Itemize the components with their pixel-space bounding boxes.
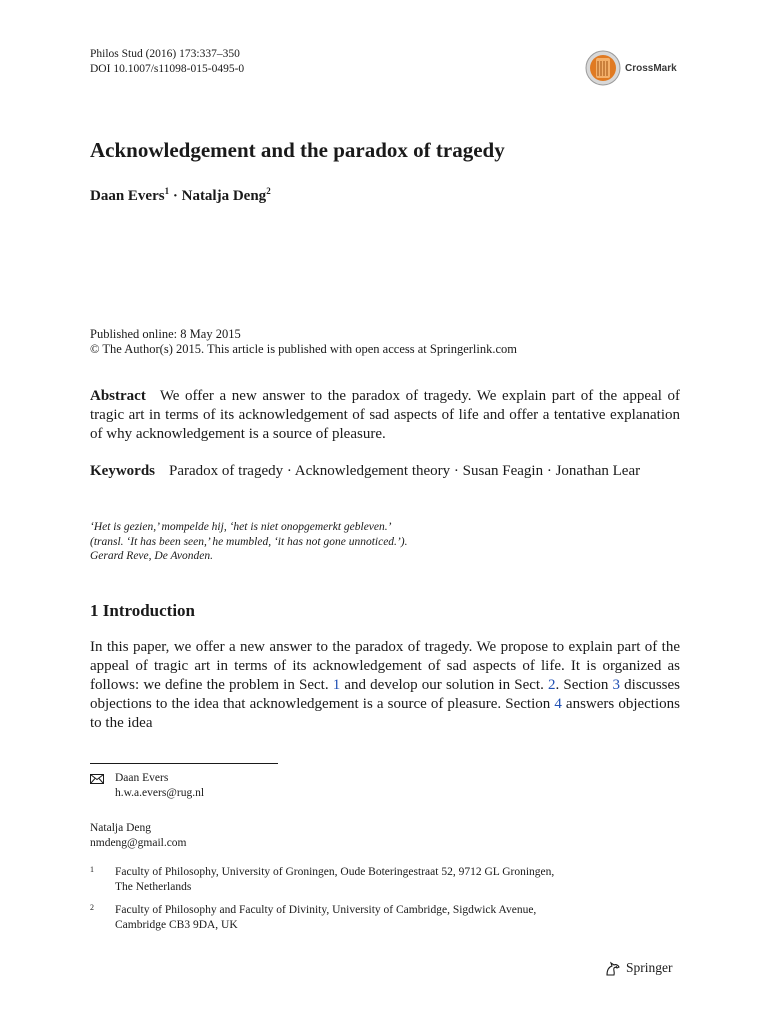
paper-title: Acknowledgement and the paradox of tragedy	[90, 138, 505, 162]
author-name: Daan Evers	[90, 188, 165, 204]
abstract	[90, 387, 680, 444]
section-link[interactable]: 4	[554, 696, 562, 712]
crossmark-label: CrossMark	[625, 62, 677, 74]
body-text: . Section	[555, 677, 613, 693]
doi[interactable]: DOI 10.1007/s11098-015-0495-0	[90, 63, 245, 75]
abstract-text: We offer a new answer to the paradox of tragedy. We explain part of the appeal of tragic art in terms of its acknowledgement of sad aspects of life and offer a tentative explanation of why acknowledgement is a source of pleasure.	[90, 388, 680, 442]
affiliation-number: 2	[90, 903, 94, 912]
author-name: Natalja Deng	[181, 188, 267, 204]
author-separator: ·	[172, 188, 178, 204]
affiliation-2	[90, 903, 536, 933]
published-date: Published online: 8 May 2015	[90, 327, 241, 341]
footnote-divider	[90, 763, 278, 764]
epigraph	[90, 520, 407, 564]
crossmark-icon	[585, 50, 621, 86]
introduction-paragraph	[90, 638, 680, 733]
epigraph-translation: (transl. ‘It has been seen,’ he mumbled, ‘it has not gone unnoticed.’).	[90, 535, 408, 548]
journal-citation: Philos Stud (2016) 173:337–350	[90, 48, 240, 60]
epigraph-source: Gerard Reve, De Avonden.	[90, 550, 213, 562]
publisher-logo	[604, 959, 673, 977]
keywords-text: Paradox of tragedy · Acknowledgement theory · Susan Feagin · Jonathan Lear	[169, 463, 641, 479]
section-link[interactable]: 3	[612, 677, 621, 693]
journal-header	[90, 47, 244, 77]
correspondence-email[interactable]: h.w.a.evers@rug.nl	[115, 787, 205, 799]
affiliation-marker: 1	[164, 186, 170, 196]
publication-info	[90, 327, 517, 357]
author-list	[90, 186, 271, 205]
affiliation-text: Faculty of Philosophy, University of Groningen, Oude Boteringestraat 52, 9712 GL Groningen,	[115, 866, 555, 878]
epigraph-quote: ‘Het is gezien,’ mompelde hij, ‘het is niet onopgemerkt gebleven.’	[90, 521, 392, 533]
copyright-notice: © The Author(s) 2015. This article is published with open access at Springerlink.com	[90, 342, 518, 356]
body-text: answers objections to the idea	[90, 696, 680, 731]
correspondence-email[interactable]: nmdeng@gmail.com	[90, 837, 187, 849]
body-text: and develop our solution in Sect.	[340, 677, 548, 693]
affiliation-text: The Netherlands	[115, 881, 192, 893]
keywords	[90, 462, 680, 481]
affiliation-1	[90, 865, 554, 895]
keywords-label: Keywords	[90, 463, 155, 479]
affiliation-text: Cambridge CB3 9DA, UK	[115, 919, 238, 931]
body-text: In this paper, we offer a new answer to the paradox of tragedy. We propose to explain part of the appeal of tragic art in terms of its acknowledgement of sad aspects of life. It is organized as follows: we define the problem in Sect.	[90, 639, 680, 693]
envelope-icon	[90, 774, 104, 784]
correspondence-name: Natalja Deng	[90, 822, 151, 834]
section-heading: 1 Introduction	[90, 601, 196, 620]
affiliation-text: Faculty of Philosophy and Faculty of Divinity, University of Cambridge, Sigdwick Avenue,	[115, 904, 537, 916]
correspondence-author-2	[90, 821, 187, 851]
correspondence-author-1	[90, 771, 204, 801]
section-link[interactable]: 2	[547, 677, 556, 693]
section-link[interactable]: 1	[332, 677, 341, 693]
affiliation-marker: 2	[266, 186, 271, 196]
publisher-name: Springer	[626, 960, 673, 975]
crossmark-badge[interactable]	[585, 50, 677, 86]
springer-horse-icon	[604, 959, 622, 977]
correspondence-name: Daan Evers	[115, 772, 169, 784]
abstract-label: Abstract	[90, 388, 146, 404]
body-text: discusses objections to the idea that acknowledgement is a source of pleasure. Section	[90, 677, 680, 712]
affiliation-number: 1	[90, 865, 94, 874]
